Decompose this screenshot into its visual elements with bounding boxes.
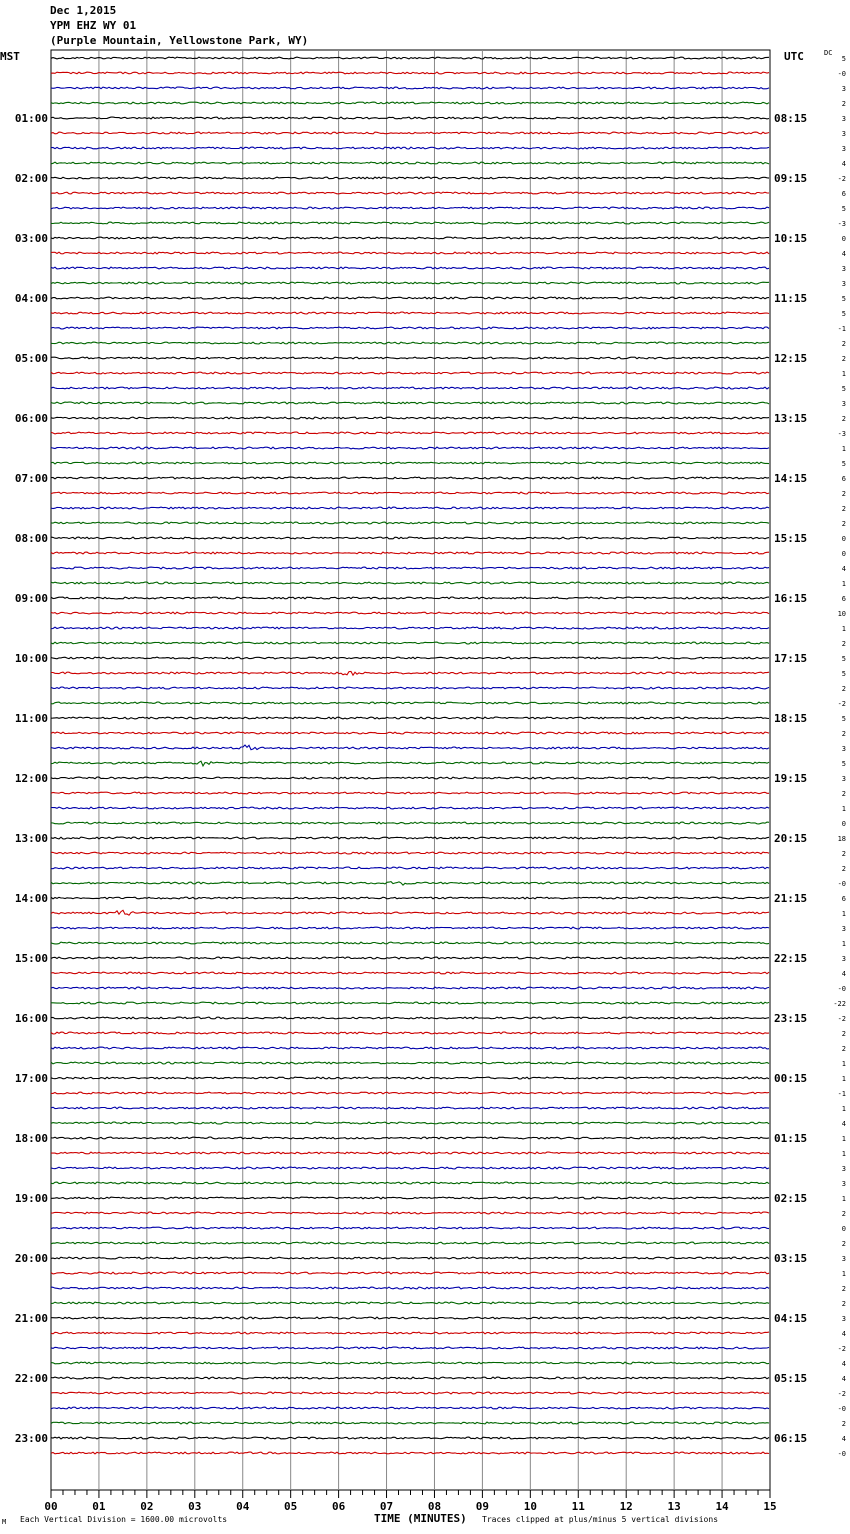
seismic-trace: [51, 1287, 769, 1289]
dc-offset-label: 1: [841, 1135, 846, 1143]
clip-note: Traces clipped at plus/minus 5 vertical divisions: [482, 1515, 719, 1524]
x-tick-label: 10: [523, 1500, 537, 1513]
dc-offset-label: 1: [841, 1270, 846, 1278]
dc-offset-label: 2: [841, 340, 846, 348]
dc-offset-label: 3: [841, 1315, 846, 1323]
dc-offset-label: 2: [841, 490, 846, 498]
mst-hour-label: 02:00: [14, 172, 48, 185]
mst-hour-label: 15:00: [14, 952, 48, 965]
dc-offset-label: 4: [841, 970, 846, 978]
x-tick-label: 03: [188, 1500, 202, 1513]
mst-hour-label: 01:00: [14, 112, 48, 125]
dc-offset-label: -0: [837, 880, 846, 888]
seismic-trace: [51, 417, 769, 419]
mst-hour-label: 03:00: [14, 232, 48, 245]
dc-offset-label: 0: [841, 535, 846, 543]
plot-frame: [51, 50, 770, 1490]
mst-hour-label: 22:00: [14, 1372, 48, 1385]
mst-hour-label: 10:00: [14, 652, 48, 665]
seismic-trace: [51, 72, 769, 74]
seismic-trace: [51, 357, 769, 359]
seismic-trace: [51, 717, 769, 719]
mst-hour-label: 13:00: [14, 832, 48, 845]
x-tick-label: 00: [44, 1500, 58, 1513]
dc-offset-label: 5: [841, 55, 846, 63]
seismic-trace: [51, 582, 769, 584]
dc-offset-label: 4: [841, 1360, 846, 1368]
plot-date: Dec 1,2015: [50, 4, 117, 17]
seismic-trace: [51, 745, 769, 750]
utc-hour-label: 09:15: [774, 172, 808, 185]
seismic-trace: [51, 447, 769, 449]
station-location: (Purple Mountain, Yellowstone Park, WY): [50, 34, 309, 47]
seismic-trace: [51, 537, 769, 539]
dc-offset-label: 0: [841, 1225, 846, 1233]
x-tick-label: 14: [715, 1500, 729, 1513]
utc-hour-label: 18:15: [774, 712, 808, 725]
dc-offset-label: -2: [837, 1390, 846, 1398]
utc-hour-label: 23:15: [774, 1012, 808, 1025]
seismic-trace: [51, 432, 769, 434]
x-tick-label: 15: [763, 1500, 777, 1513]
mst-hour-label: 23:00: [14, 1432, 48, 1445]
seismic-trace: [51, 761, 769, 766]
x-tick-label: 05: [284, 1500, 298, 1513]
dc-offset-label: -0: [837, 1405, 846, 1413]
dc-offset-label: 2: [841, 1240, 846, 1248]
utc-hour-label: 01:15: [774, 1132, 808, 1145]
mst-hour-label: 04:00: [14, 292, 48, 305]
mst-hour-label: 20:00: [14, 1252, 48, 1265]
dc-offset-label: 5: [841, 310, 846, 318]
dc-offset-label: 2: [841, 685, 846, 693]
seismic-trace: [51, 910, 769, 915]
dc-offset-label: 1: [841, 1150, 846, 1158]
dc-offset-label: 2: [841, 520, 846, 528]
seismic-trace: [51, 147, 769, 149]
dc-offset-label: -22: [833, 1000, 846, 1008]
dc-offset-label: 3: [841, 115, 846, 123]
dc-offset-label: 4: [841, 1435, 846, 1443]
station-id: YPM EHZ WY 01: [50, 19, 137, 32]
seismic-trace: [51, 1392, 769, 1394]
dc-offset-label: 2: [841, 1300, 846, 1308]
utc-hour-label: 11:15: [774, 292, 808, 305]
seismic-trace: [51, 867, 769, 869]
seismic-trace: [51, 1137, 769, 1139]
dc-offset-label: 0: [841, 235, 846, 243]
seismic-trace: [51, 687, 769, 689]
seismic-trace: [51, 1077, 769, 1079]
x-tick-label: 06: [331, 1500, 346, 1513]
seismic-trace: [51, 402, 769, 404]
seismic-trace: [51, 627, 769, 629]
utc-hour-label: 19:15: [774, 772, 808, 785]
dc-offset-label: 2: [841, 640, 846, 648]
seismic-trace: [51, 297, 769, 299]
seismic-trace: [51, 1317, 769, 1319]
dc-offset-label: 5: [841, 760, 846, 768]
seismic-trace: [51, 972, 769, 974]
seismic-trace: [51, 671, 769, 675]
mst-hour-label: 21:00: [14, 1312, 48, 1325]
utc-hour-label: 16:15: [774, 592, 808, 605]
seismic-trace: [51, 732, 769, 734]
x-tick-label: 07: [379, 1500, 394, 1513]
dc-offset-label: 3: [841, 1255, 846, 1263]
seismic-trace: [51, 1182, 769, 1184]
seismic-trace: [51, 1197, 769, 1199]
vertical-scale-note: Each Vertical Division = 1600.00 microvolts: [20, 1515, 228, 1524]
seismic-trace: [51, 372, 769, 374]
x-tick-label: 04: [236, 1500, 250, 1513]
dc-offset-label: 1: [841, 1060, 846, 1068]
dc-offset-label: 4: [841, 160, 846, 168]
seismic-trace: [51, 1152, 769, 1154]
seismic-trace: [51, 567, 769, 569]
seismic-trace: [51, 1422, 769, 1424]
utc-hour-label: 06:15: [774, 1432, 808, 1445]
dc-offset-label: 1: [841, 370, 846, 378]
seismic-trace: [51, 1227, 769, 1229]
seismic-trace: [51, 522, 769, 524]
x-tick-label: 01: [92, 1500, 106, 1513]
dc-offset-label: 5: [841, 655, 846, 663]
seismic-trace: [51, 1122, 769, 1124]
seismic-trace: [51, 927, 769, 929]
dc-offset-label: 4: [841, 250, 846, 258]
dc-offset-label: 2: [841, 1045, 846, 1053]
dc-offset-label: 5: [841, 205, 846, 213]
dc-offset-label: 2: [841, 1210, 846, 1218]
seismic-trace: [51, 1062, 769, 1064]
seismic-trace: [51, 132, 769, 134]
dc-offset-label: -2: [837, 1345, 846, 1353]
utc-hour-label: 17:15: [774, 652, 808, 665]
utc-hour-label: 13:15: [774, 412, 808, 425]
seismic-trace: [51, 117, 769, 119]
seismic-trace: [51, 192, 769, 194]
dc-offset-label: 1: [841, 580, 846, 588]
dc-offset-label: 5: [841, 385, 846, 393]
seismic-trace: [51, 882, 769, 886]
seismic-trace: [51, 207, 769, 209]
dc-offset-label: 3: [841, 955, 846, 963]
utc-hour-label: 20:15: [774, 832, 808, 845]
seismic-trace: [51, 507, 769, 509]
utc-hour-label: 03:15: [774, 1252, 808, 1265]
seismic-trace: [51, 657, 769, 659]
seismic-trace: [51, 327, 769, 329]
mst-hour-label: 14:00: [14, 892, 48, 905]
dc-offset-label: 3: [841, 280, 846, 288]
dc-column-label: DC: [824, 49, 833, 57]
dc-offset-label: 4: [841, 1375, 846, 1383]
seismic-trace: [51, 612, 769, 614]
mst-hour-label: 16:00: [14, 1012, 48, 1025]
seismic-trace: [51, 957, 769, 959]
dc-offset-label: -0: [837, 985, 846, 993]
seismic-trace: [51, 1347, 769, 1349]
seismic-trace: [51, 177, 769, 179]
seismic-trace: [51, 267, 769, 269]
dc-offset-label: -2: [837, 700, 846, 708]
seismic-trace: [51, 1302, 769, 1304]
dc-offset-label: 2: [841, 730, 846, 738]
utc-hour-label: 05:15: [774, 1372, 808, 1385]
dc-offset-label: -3: [837, 430, 846, 438]
seismic-trace: [51, 702, 769, 704]
utc-hour-label: 14:15: [774, 472, 808, 485]
utc-hour-label: 21:15: [774, 892, 808, 905]
dc-offset-label: 1: [841, 910, 846, 918]
dc-offset-label: 2: [841, 100, 846, 108]
utc-hour-label: 08:15: [774, 112, 808, 125]
x-axis-label: TIME (MINUTES): [374, 1512, 467, 1525]
seismic-trace: [51, 252, 769, 254]
seismic-trace: [51, 1017, 769, 1019]
mst-hour-label: 17:00: [14, 1072, 48, 1085]
mst-hour-label: 18:00: [14, 1132, 48, 1145]
seismic-trace: [51, 1332, 769, 1334]
utc-hour-label: 22:15: [774, 952, 808, 965]
x-tick-label: 12: [619, 1500, 633, 1513]
dc-offset-label: 2: [841, 355, 846, 363]
dc-offset-label: 3: [841, 145, 846, 153]
seismic-trace: [51, 1272, 769, 1274]
mst-hour-label: 19:00: [14, 1192, 48, 1205]
x-tick-label: 13: [667, 1500, 681, 1513]
dc-offset-label: 18: [837, 835, 846, 843]
dc-offset-label: 1: [841, 1105, 846, 1113]
dc-offset-label: 3: [841, 265, 846, 273]
seismic-trace: [51, 792, 769, 794]
left-timezone-label: MST: [0, 50, 20, 63]
seismic-trace: [51, 852, 769, 854]
dc-offset-label: 2: [841, 1285, 846, 1293]
mst-hour-label: 09:00: [14, 592, 48, 605]
dc-offset-label: 4: [841, 1120, 846, 1128]
dc-offset-label: 5: [841, 670, 846, 678]
x-tick-label: 09: [475, 1500, 490, 1513]
x-tick-label: 08: [427, 1500, 442, 1513]
dc-offset-label: -1: [837, 325, 846, 333]
seismic-trace: [51, 1257, 769, 1259]
seismic-trace: [51, 1362, 769, 1364]
utc-hour-label: 00:15: [774, 1072, 808, 1085]
dc-offset-label: 3: [841, 85, 846, 93]
seismic-trace: [51, 1377, 769, 1379]
dc-offset-label: 3: [841, 1165, 846, 1173]
dc-offset-label: -2: [837, 175, 846, 183]
mst-hour-label: 12:00: [14, 772, 48, 785]
seismic-trace: [51, 1242, 769, 1244]
dc-offset-label: 1: [841, 805, 846, 813]
dc-offset-label: -2: [837, 1015, 846, 1023]
seismic-trace: [51, 57, 769, 59]
x-tick-label: 02: [140, 1500, 154, 1513]
corner-mark: M: [2, 1518, 7, 1526]
seismic-trace: [51, 642, 769, 644]
dc-offset-label: 0: [841, 550, 846, 558]
dc-offset-label: 0: [841, 820, 846, 828]
seismic-trace: [51, 807, 769, 809]
utc-hour-label: 10:15: [774, 232, 808, 245]
dc-offset-label: 3: [841, 745, 846, 753]
seismic-trace: [51, 222, 769, 224]
dc-offset-label: 1: [841, 940, 846, 948]
dc-offset-label: 6: [841, 475, 846, 483]
seismic-trace: [51, 477, 769, 479]
seismic-trace: [51, 1047, 769, 1049]
utc-hour-label: 04:15: [774, 1312, 808, 1325]
seismic-trace: [51, 387, 769, 389]
utc-hour-label: 02:15: [774, 1192, 808, 1205]
dc-offset-label: 2: [841, 1420, 846, 1428]
seismic-trace: [51, 552, 769, 554]
dc-offset-label: 2: [841, 415, 846, 423]
seismic-trace: [51, 1452, 769, 1454]
seismic-trace: [51, 897, 769, 899]
dc-offset-label: -3: [837, 220, 846, 228]
dc-offset-label: 4: [841, 1330, 846, 1338]
dc-offset-label: -0: [837, 70, 846, 78]
dc-offset-label: 6: [841, 895, 846, 903]
seismic-trace: [51, 162, 769, 164]
dc-offset-label: 2: [841, 505, 846, 513]
dc-offset-label: 1: [841, 1195, 846, 1203]
utc-hour-label: 15:15: [774, 532, 808, 545]
dc-offset-label: 2: [841, 865, 846, 873]
seismic-trace: [51, 1437, 769, 1439]
seismic-trace: [51, 312, 769, 314]
dc-offset-label: 3: [841, 400, 846, 408]
seismic-trace: [51, 987, 769, 989]
dc-offset-label: 2: [841, 790, 846, 798]
seismic-trace: [51, 492, 769, 494]
seismic-trace: [51, 942, 769, 944]
seismic-trace: [51, 777, 769, 779]
x-tick-label: 11: [571, 1500, 585, 1513]
utc-hour-label: 12:15: [774, 352, 808, 365]
mst-hour-label: 08:00: [14, 532, 48, 545]
dc-offset-label: 3: [841, 130, 846, 138]
dc-offset-label: -0: [837, 1450, 846, 1458]
seismic-trace: [51, 1092, 769, 1094]
dc-offset-label: 2: [841, 1030, 846, 1038]
dc-offset-label: 6: [841, 595, 846, 603]
seismic-trace: [51, 822, 769, 824]
seismic-trace: [51, 462, 769, 464]
dc-offset-label: 5: [841, 295, 846, 303]
mst-hour-label: 07:00: [14, 472, 48, 485]
dc-offset-label: 4: [841, 565, 846, 573]
seismic-trace: [51, 1212, 769, 1214]
dc-offset-label: 5: [841, 460, 846, 468]
mst-hour-label: 05:00: [14, 352, 48, 365]
dc-offset-label: 10: [837, 610, 846, 618]
dc-offset-label: 3: [841, 925, 846, 933]
dc-offset-label: 1: [841, 1075, 846, 1083]
dc-offset-label: 5: [841, 715, 846, 723]
seismic-trace: [51, 1407, 769, 1409]
seismic-trace: [51, 1107, 769, 1109]
dc-offset-label: 1: [841, 445, 846, 453]
seismic-trace: [51, 87, 769, 89]
seismic-trace: [51, 342, 769, 344]
seismic-trace: [51, 282, 769, 284]
seismic-trace: [51, 837, 769, 839]
seismic-trace: [51, 597, 769, 599]
dc-offset-label: -1: [837, 1090, 846, 1098]
seismic-trace: [51, 1002, 769, 1004]
dc-offset-label: 6: [841, 190, 846, 198]
dc-offset-label: 3: [841, 1180, 846, 1188]
seismic-trace: [51, 1032, 769, 1034]
mst-hour-label: 11:00: [14, 712, 48, 725]
seismic-trace: [51, 102, 769, 104]
dc-offset-label: 1: [841, 625, 846, 633]
seismic-trace: [51, 1167, 769, 1169]
seismic-trace: [51, 237, 769, 239]
right-timezone-label: UTC: [784, 50, 804, 63]
mst-hour-label: 06:00: [14, 412, 48, 425]
dc-offset-label: 2: [841, 850, 846, 858]
dc-offset-label: 3: [841, 775, 846, 783]
